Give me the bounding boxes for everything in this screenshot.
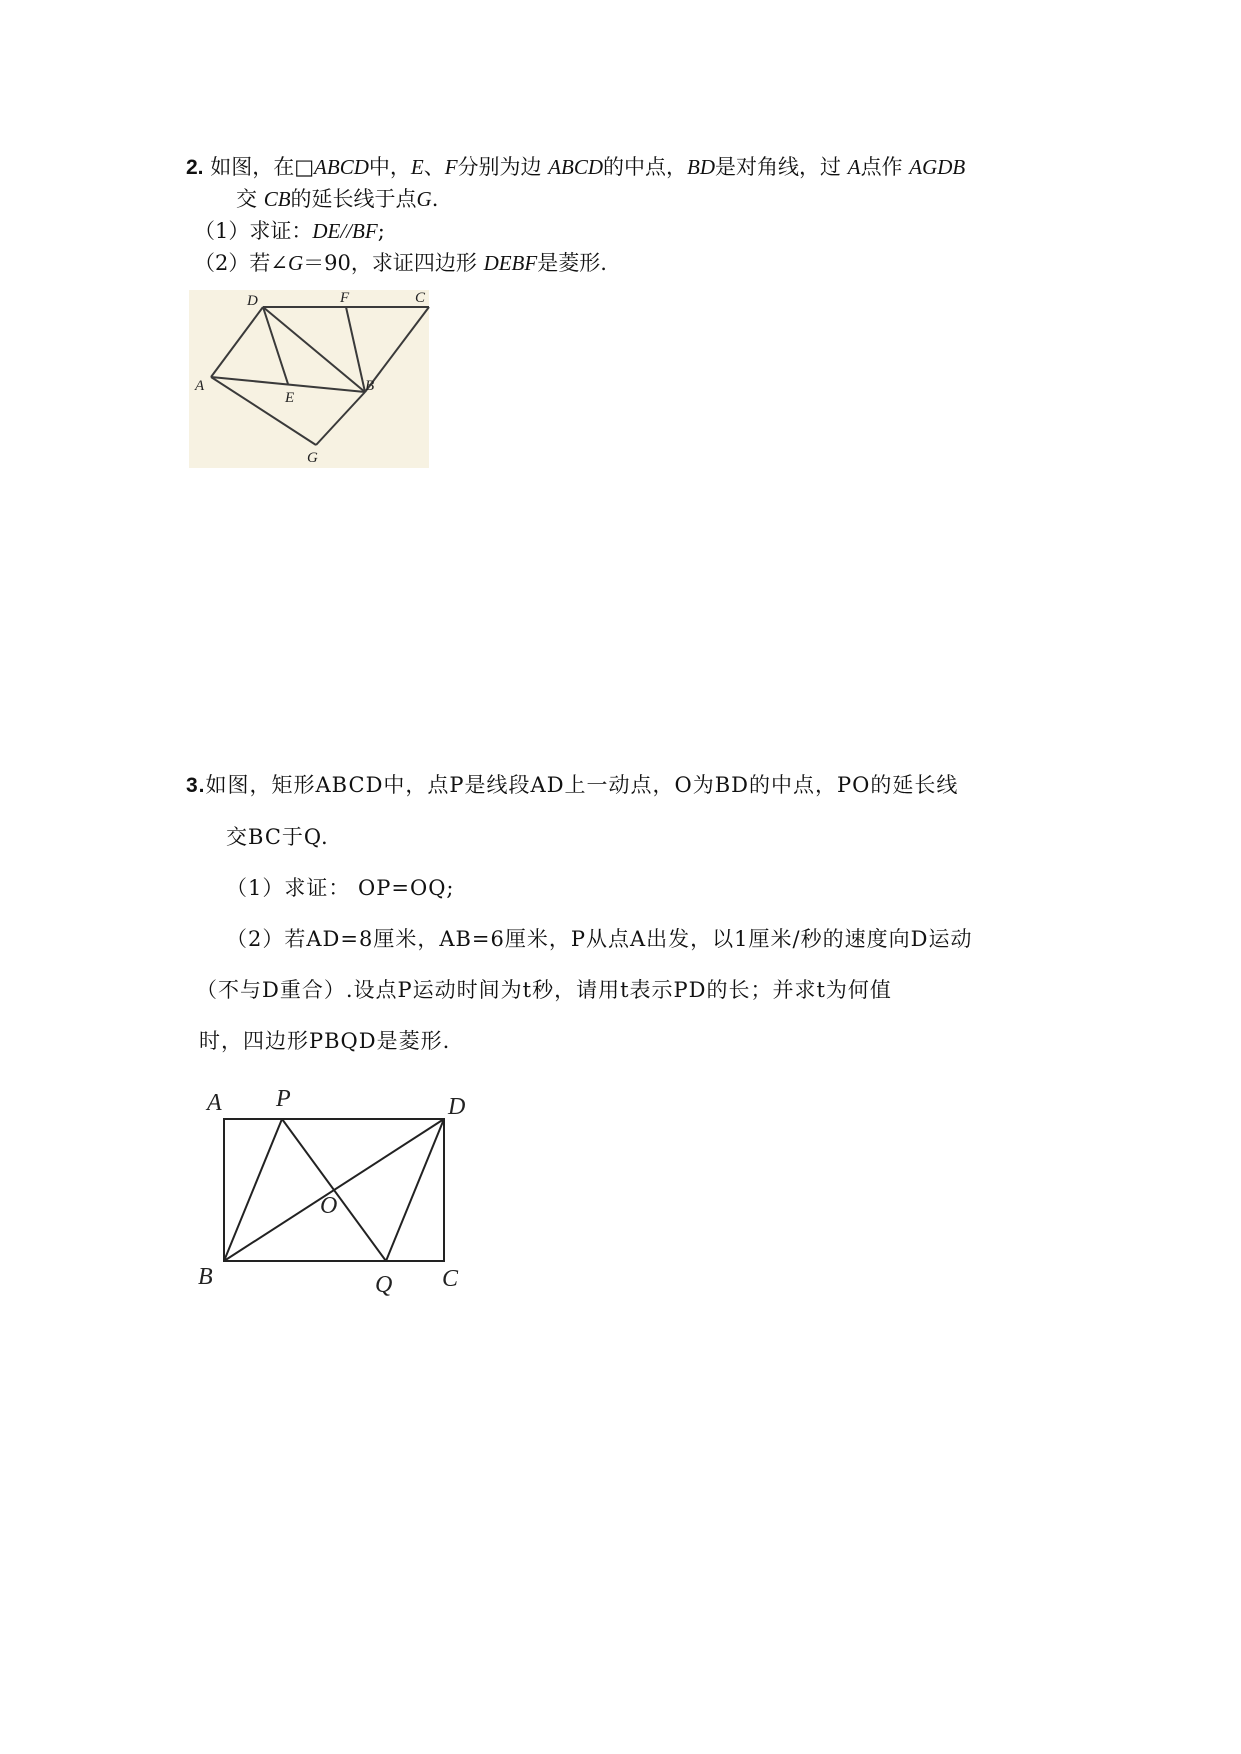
- q3-number: 3.: [186, 774, 206, 797]
- q2-text: 、: [423, 155, 445, 179]
- label-D: D: [247, 293, 258, 309]
- q2-number: 2.: [186, 156, 204, 179]
- segment-PQ: [282, 1119, 386, 1261]
- q2-line1: [186, 152, 965, 183]
- q2-text: （2）若∠: [194, 251, 288, 275]
- q2-text: 交: [236, 187, 257, 211]
- q3-part2-line2: （不与D重合）.设点P运动时间为t秒，请用t表示PD的长；并求t为何值: [196, 978, 892, 1002]
- q2-figure: [189, 290, 429, 468]
- label-A: A: [207, 1090, 222, 1116]
- label-P: P: [276, 1086, 291, 1112]
- label-E: E: [285, 390, 295, 406]
- q2-text: .: [431, 187, 439, 211]
- label-B: B: [198, 1264, 213, 1290]
- label-C: C: [442, 1266, 459, 1292]
- label-C: C: [415, 290, 426, 306]
- label-D: D: [448, 1094, 466, 1120]
- q2-part1: [194, 216, 385, 246]
- label-F: F: [340, 290, 350, 306]
- q2-text: 的延长线于点: [290, 187, 417, 211]
- q3-figure: [195, 1088, 485, 1298]
- q2-text: ABCD: [548, 155, 604, 179]
- q3-line2: 交BC于Q.: [226, 825, 329, 849]
- q2-text: AGDB: [909, 155, 966, 179]
- q2-text: G: [416, 187, 432, 211]
- q2-text: ABCD: [314, 155, 369, 179]
- parallelogram-symbol: □: [294, 155, 315, 179]
- label-B: B: [365, 378, 375, 394]
- label-O: O: [320, 1193, 338, 1219]
- q3-part2-line1: （2）若AD=8厘米，AB=6厘米，P从点A出发，以1厘米/秒的速度向D运动: [226, 927, 973, 951]
- q2-text: 中，: [368, 155, 411, 179]
- q2-text: E: [410, 155, 424, 179]
- q2-text: A: [847, 155, 861, 179]
- q3-line1: [186, 770, 958, 801]
- q3-part2-line3: 时，四边形PBQD是菱形.: [199, 1029, 451, 1053]
- q2-line2: [236, 184, 438, 214]
- segment-QD: [386, 1119, 444, 1261]
- segment-PB: [224, 1119, 282, 1261]
- q3-part1: （1）求证： OP=OQ;: [226, 876, 455, 900]
- label-G: G: [307, 450, 318, 466]
- q2-text: （1）求证：: [194, 219, 313, 243]
- q2-text: DE//BF: [312, 219, 378, 243]
- label-A: A: [195, 378, 205, 394]
- q2-text: 是对角线，过: [715, 155, 842, 179]
- q2-text: ;: [377, 219, 385, 243]
- q2-text: DEBF: [483, 251, 538, 275]
- q2-text: G: [287, 251, 304, 275]
- q2-text: F: [444, 155, 458, 179]
- q2-part2: [194, 248, 607, 278]
- q2-text: 的中点，: [603, 155, 688, 179]
- q2-text: 分别为边: [457, 155, 542, 179]
- label-Q: Q: [375, 1272, 393, 1298]
- q2-text: 点作: [860, 155, 903, 179]
- q2-text: 是菱形.: [537, 251, 607, 275]
- q3-text: 如图，矩形ABCD中，点P是线段AD上一动点，O为BD的中点，PO的延长线: [205, 773, 959, 797]
- q2-text: CB: [263, 187, 291, 211]
- q2-text: 如图，在: [210, 155, 295, 179]
- q2-text: BD: [687, 155, 716, 179]
- q2-text: ＝90，求证四边形: [303, 251, 477, 275]
